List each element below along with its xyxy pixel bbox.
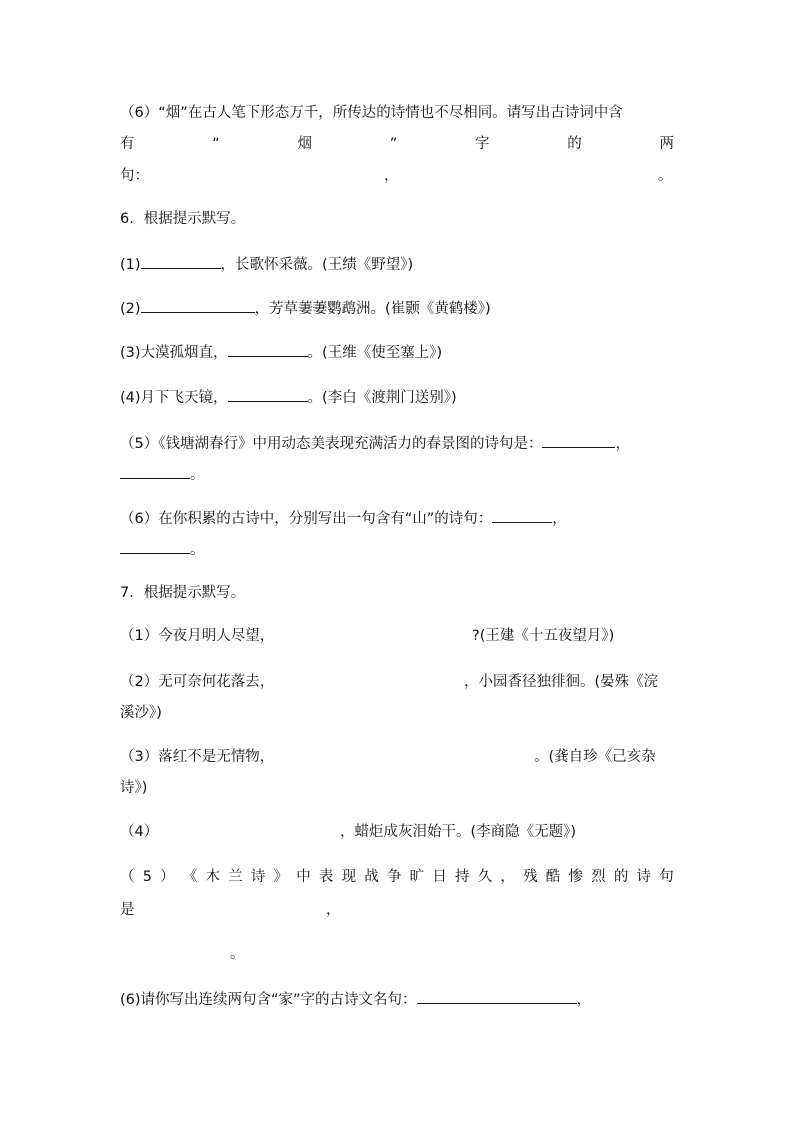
q6-item6-end: 。 [190, 542, 205, 558]
q6-item4 [120, 386, 674, 408]
q6-title: 6．根据提示默写。 [120, 211, 246, 227]
q5-6-char: 有 [120, 136, 135, 152]
q7-item1 [120, 625, 674, 647]
q5-6-char: 字 [474, 136, 490, 152]
q5-6-char: “ [212, 136, 220, 152]
q5-6-line3-comma: ， [384, 168, 399, 184]
q7-item5-char: 诗 [636, 869, 652, 885]
q7-title: 7．根据提示默写。 [120, 585, 246, 601]
q7-item6 [120, 988, 674, 1010]
answer-blank[interactable] [228, 386, 308, 402]
q6-item6-text: （6）在你积累的古诗中，分别写出一句含有“山”的诗句： [120, 511, 493, 527]
q5-6-char: ” [389, 136, 398, 152]
q7-item5-char: 诗 [250, 869, 266, 885]
q7-item5-char: 残 [523, 869, 538, 885]
answer-blank[interactable] [120, 463, 190, 479]
q7-item5-char: 表 [318, 869, 334, 885]
q6-item4-text: (4)月下飞天镜， [120, 390, 228, 406]
q5-6-line1: （6）“烟”在古人笔下形态万千，所传达的诗情也不尽相同。请写出古诗词中含 [120, 105, 623, 121]
q7-item5-char: 战 [364, 869, 379, 885]
q6-item6-comma: ， [552, 511, 567, 527]
q7-item5-char: 兰 [228, 869, 243, 885]
q7-item5-char: 《 [182, 869, 198, 885]
q7-item3 [120, 746, 674, 768]
q6-item5-end: 。 [190, 467, 205, 483]
q6-item1-text: ，长歌怀采薇。(王绩《野望》) [220, 257, 414, 273]
q6-item2-text: ，芳草萋萋鹦鹉洲。(崔颢《黄鹤楼》) [254, 301, 491, 317]
q5-6-line2 [120, 133, 674, 155]
q7-item4 [120, 821, 674, 843]
q5-6-line3-start: 句： [120, 168, 149, 184]
q7-item5-char: 日 [432, 869, 447, 885]
q7-item2 [120, 671, 674, 693]
answer-blank[interactable] [120, 538, 190, 554]
q7-item3-end: 。(龚自珍《己亥杂 [534, 749, 656, 765]
q7-item5-char: 酷 [545, 869, 561, 885]
q7-item2-end: ，小园香径独徘徊。(晏殊《浣 [464, 674, 659, 690]
q5-6-line3-end: 。 [658, 168, 673, 184]
q7-item4-end: ，蜡炬成灰泪始干。(李商隐《无题》) [340, 824, 577, 840]
q6-item4-end: 。(李白《渡荆门送别》) [307, 390, 457, 406]
q7-item5-char: 持 [455, 869, 470, 885]
q7-item5-line2 [120, 899, 674, 921]
q7-item5-char: 》 [273, 869, 289, 885]
q6-item6-line1 [120, 507, 674, 529]
q7-item1-end: ?(王建《十五夜望月》) [472, 628, 615, 644]
q6-item5-text: （5）《钱塘湖春行》中用动态美表现充满活力的春景图的诗句是： [120, 436, 543, 452]
q7-item5-char: ） [160, 869, 175, 885]
q7-item5-end: 。 [230, 946, 245, 962]
q7-item4-text: （4） [120, 824, 159, 840]
q7-item5-char: 的 [613, 869, 629, 885]
q7-item3-text: （3）落红不是无情物， [120, 749, 275, 765]
q6-item3 [120, 341, 674, 363]
answer-blank[interactable] [492, 507, 552, 523]
q7-item5-char: 久 [477, 869, 493, 885]
answer-blank[interactable] [141, 297, 255, 313]
q6-item5-comma: ， [615, 436, 630, 452]
q5-6-char: 烟 [297, 136, 312, 152]
q7-item2-cont: 溪沙》) [120, 705, 162, 721]
q7-item5-line2-text: 是 [120, 902, 135, 918]
q6-item3-end: 。(王维《使至塞上》) [307, 345, 443, 361]
q7-item5-char: （ [120, 869, 135, 885]
answer-blank[interactable] [228, 341, 308, 357]
q6-item2-prefix: (2) [120, 301, 141, 317]
q7-item5-comma: ， [326, 902, 341, 918]
q6-item2 [120, 297, 674, 319]
q5-6-char: 两 [659, 136, 674, 152]
q7-item2-text: （2）无可奈何花落去， [120, 674, 275, 690]
q7-item5-char: ， [500, 869, 515, 885]
answer-blank[interactable] [141, 253, 221, 269]
q7-item5-char: 惨 [568, 869, 583, 885]
q7-item5-char: 木 [205, 869, 220, 885]
q7-item5-char: 旷 [409, 869, 425, 885]
q7-item1-text: （1）今夜月明人尽望， [120, 628, 275, 644]
q7-item5-char: 烈 [591, 869, 606, 885]
q6-item6-line2 [120, 538, 674, 560]
q7-item5-char: 争 [386, 869, 402, 885]
q6-item5-line2 [120, 463, 674, 485]
q5-6-char: 的 [567, 136, 582, 152]
q7-item5-line1 [120, 866, 674, 888]
q6-item5-line1 [120, 432, 674, 454]
q6-item3-text: (3)大漠孤烟直， [120, 345, 228, 361]
answer-blank[interactable] [417, 988, 577, 1004]
q7-item6-text: (6)请你写出连续两句含“家”字的古诗文名句： [120, 992, 417, 1008]
q6-item1-prefix: (1) [120, 257, 141, 273]
q7-item5-char: 5 [142, 869, 152, 885]
q7-item5-char: 中 [296, 869, 311, 885]
q7-item5-char: 现 [341, 869, 357, 885]
q6-item1 [120, 253, 674, 275]
answer-blank[interactable] [542, 432, 615, 448]
q7-item5-line3 [120, 943, 674, 965]
q7-item6-comma: ， [576, 992, 592, 1008]
q7-item5-char: 句 [659, 869, 674, 885]
q5-6-line3 [120, 165, 674, 187]
q7-item3-cont: 诗》) [120, 780, 148, 796]
